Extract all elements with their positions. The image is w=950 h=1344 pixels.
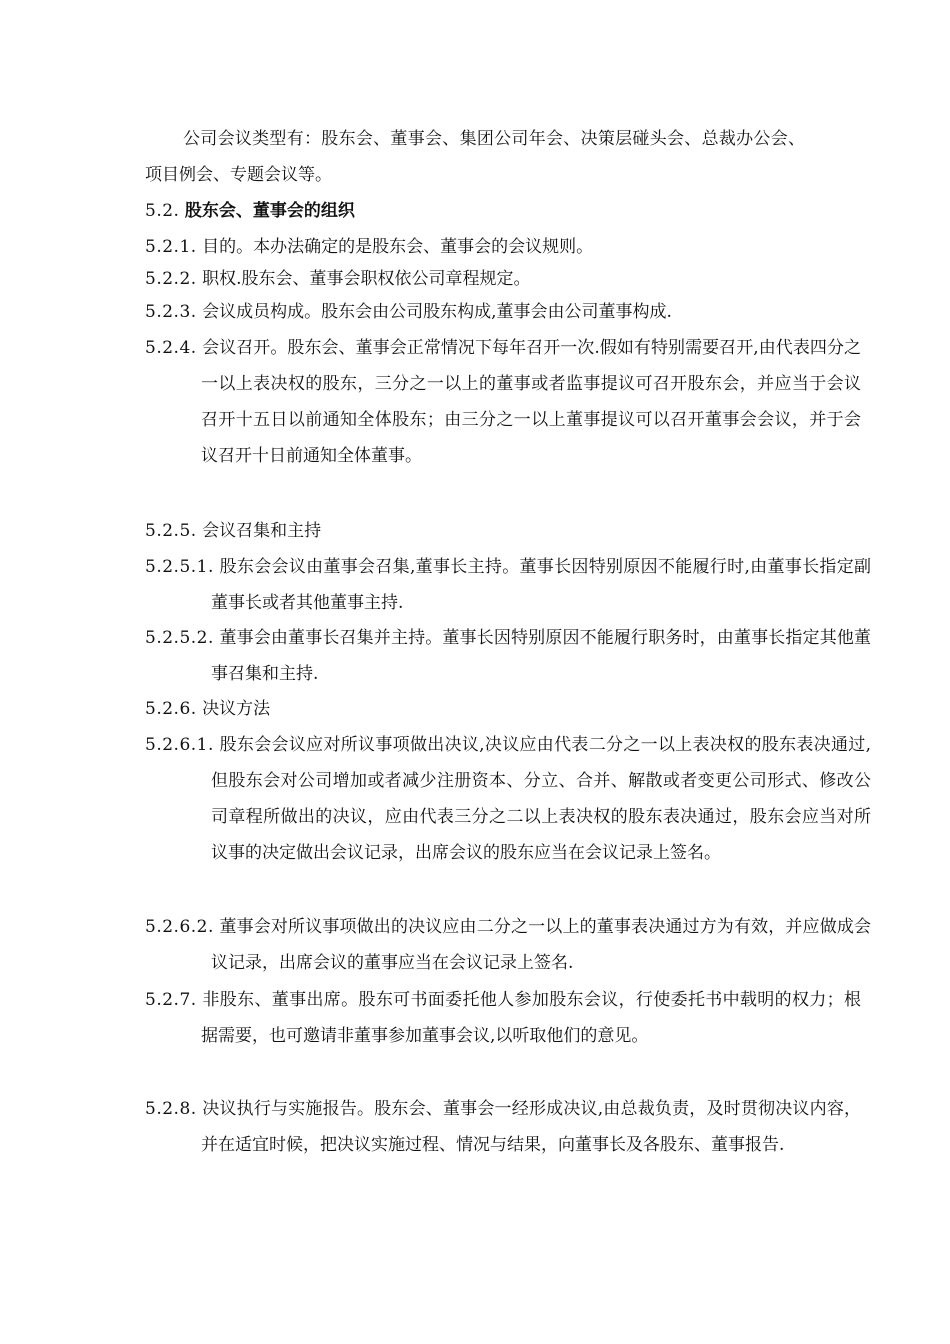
clause-5-2-3 <box>145 294 861 330</box>
clause-number: 5.2.3. <box>145 302 197 322</box>
clause-number: 5.2.2. <box>145 269 197 289</box>
clause-5-2-1 <box>145 229 861 265</box>
clause-text: 决议执行与实施报告。股东会、董事会一经形成决议,由总裁负责，及时贯彻决议内容，并在适宜时候，把决议实施过程、情况与结果，向董事长及各股东、董事报告. <box>201 1099 862 1155</box>
intro-paragraph: 公司会议类型有：股东会、董事会、集团公司年会、决策层碰头会、总裁办公会、项目例会、专题会议等。 <box>145 129 805 185</box>
clause-text: 决议方法 <box>202 699 271 719</box>
clause-number: 5.2.6. <box>145 699 197 719</box>
clause-text: 职权.股东会、董事会职权依公司章程规定。 <box>202 269 531 289</box>
clause-text: 会议召开。股东会、董事会正常情况下每年召开一次.假如有特别需要召开,由代表四分之一以上表决权的股东，三分之一以上的董事或者监事提议可召开股东会，并应当于会议召开十五日以前通知全体股东；由三分之一以上董事提议可以召开董事会会议，并于会议召开十日前通知全体董事。 <box>201 338 862 466</box>
clause-number: 5.2.1. <box>145 237 197 257</box>
clause-5-2-5 <box>145 513 861 549</box>
clause-5-2-8 <box>145 1091 861 1163</box>
clause-5-2-6-2 <box>145 909 871 981</box>
clause-number: 5.2.5.2. <box>145 628 214 648</box>
clause-number: 5.2.6.1. <box>145 735 214 755</box>
clause-5-2-4 <box>145 330 861 474</box>
clause-5-2-7 <box>145 982 861 1054</box>
clause-number: 5.2.4. <box>145 338 197 358</box>
clause-text: 股东会会议由董事会召集,董事长主持。董事长因特别原因不能履行时,由董事长指定副董事长或者其他董事主持. <box>211 557 872 613</box>
clause-text: 目的。本办法确定的是股东会、董事会的会议规则。 <box>202 237 594 257</box>
clause-text: 会议召集和主持 <box>202 521 322 541</box>
clause-5-2-6 <box>145 691 861 727</box>
section-heading <box>145 193 805 229</box>
clause-number: 5.2.7. <box>145 990 197 1010</box>
clause-5-2-5-1 <box>145 549 871 621</box>
clause-text: 董事会对所议事项做出的决议应由二分之一以上的董事表决通过方为有效，并应做成会议记录，出席会议的董事应当在会议记录上签名. <box>211 917 872 973</box>
clause-text: 股东会会议应对所议事项做出决议,决议应由代表二分之一以上表决权的股东表决通过,但股东会对公司增加或者减少注册资本、分立、合并、解散或者变更公司形式、修改公司章程所做出的决议，应由代表三分之二以上表决权的股东表决通过，股东会应当对所议事的决定做出会议记录，出席会议的股东应当在会议记录上签名。 <box>211 735 872 863</box>
section-heading-number: 5.2. <box>145 201 180 221</box>
clause-5-2-6-1 <box>145 727 871 871</box>
clause-text: 非股东、董事出席。股东可书面委托他人参加股东会议，行使委托书中载明的权力；根据需要，也可邀请非董事参加董事会议,以听取他们的意见。 <box>201 990 862 1046</box>
clause-number: 5.2.5. <box>145 521 197 541</box>
clause-text: 董事会由董事长召集并主持。董事长因特别原因不能履行职务时，由董事长指定其他董事召集和主持. <box>211 628 872 684</box>
clause-number: 5.2.5.1. <box>145 557 214 577</box>
clause-5-2-2 <box>145 261 861 297</box>
clause-text: 会议成员构成。股东会由公司股东构成,董事会由公司董事构成. <box>202 302 672 322</box>
clause-number: 5.2.8. <box>145 1099 197 1119</box>
clause-number: 5.2.6.2. <box>145 917 214 937</box>
clause-5-2-5-2 <box>145 620 871 692</box>
section-heading-title: 股东会、董事会的组织 <box>184 201 355 221</box>
